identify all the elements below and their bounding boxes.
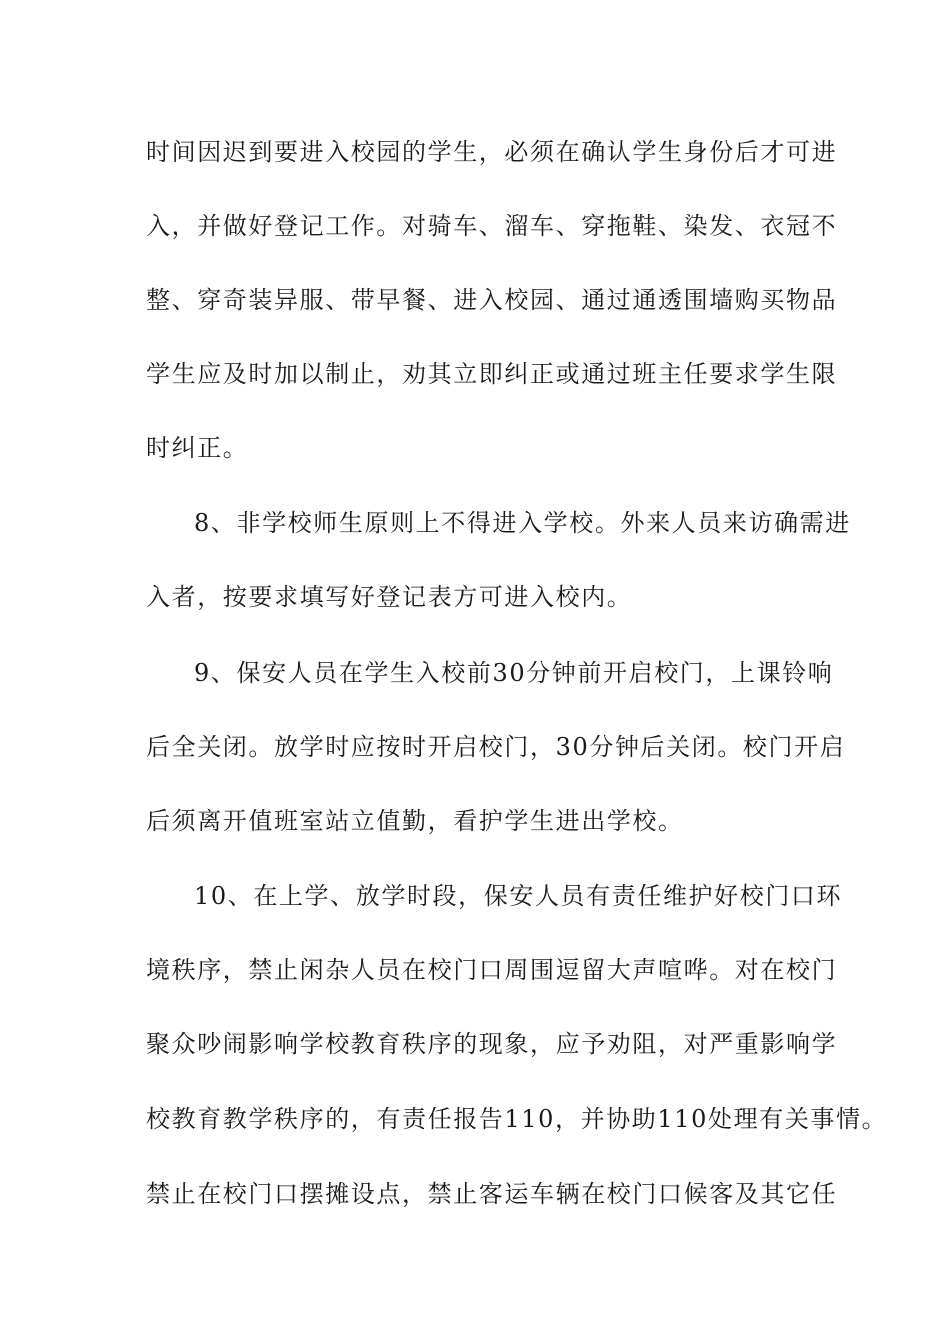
text-line: 时间因迟到要进入校园的学生，必须在确认学生身份后才可进 — [146, 138, 838, 166]
text-line: 入，并做好登记工作。对骑车、溜车、穿拖鞋、染发、衣冠不 — [146, 212, 838, 240]
text-line: 学生应及时加以制止，劝其立即纠正或通过班主任要求学生限 — [146, 360, 838, 388]
text-line: 后须离开值班室站立值勤，看护学生进出学校。 — [146, 807, 684, 835]
text-line: 整、穿奇装异服、带早餐、进入校园、通过通透围墙购买物品 — [146, 286, 838, 314]
text-line: 后全关闭。放学时应按时开启校门，30分钟后关闭。校门开启 — [146, 733, 846, 761]
paragraph-10-start: 10、在上学、放学时段，保安人员有责任维护好校门口环 — [194, 882, 843, 910]
paragraph-8-start: 8、非学校师生原则上不得进入学校。外来人员来访确需进 — [194, 509, 851, 537]
text-line: 入者，按要求填写好登记表方可进入校内。 — [146, 583, 633, 611]
paragraph-9-start: 9、保安人员在学生入校前30分钟前开启校门，上课铃响 — [194, 659, 834, 687]
text-line: 境秩序，禁止闲杂人员在校门口周围逗留大声喧哗。对在校门 — [146, 956, 838, 984]
text-line: 校教育教学秩序的，有责任报告110，并协助110处理有关事情。 — [146, 1105, 888, 1133]
text-line: 禁止在校门口摆摊设点，禁止客运车辆在校门口候客及其它任 — [146, 1180, 838, 1208]
text-line: 时纠正。 — [146, 434, 249, 462]
text-line: 聚众吵闹影响学校教育秩序的现象，应予劝阻，对严重影响学 — [146, 1030, 838, 1058]
